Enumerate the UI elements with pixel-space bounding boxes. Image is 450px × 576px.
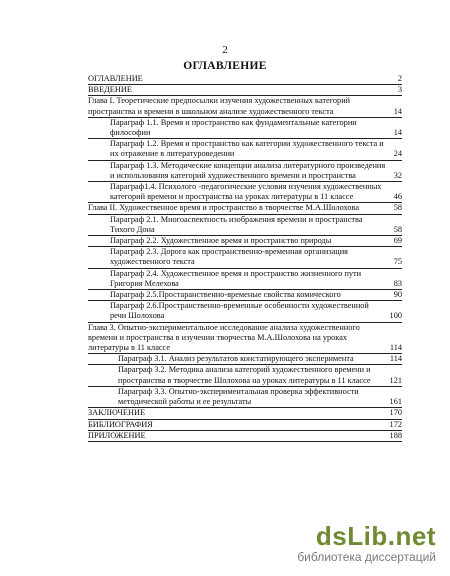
toc-entry-title: Параграф 2.2. Художественное время и пространство природы (110, 236, 332, 246)
toc-entry (88, 85, 402, 96)
toc-entry (88, 96, 402, 117)
toc-entry-page: 172 (389, 419, 402, 429)
toc-entry-title: Глава II. Художественное время и пространство в творчестве М.А.Шолохова (88, 203, 360, 213)
toc-entry-title: Параграф 2.3. Дорога как пространственно-временная организация художественного текста (110, 247, 348, 267)
toc-entry-page: 114 (389, 343, 402, 353)
toc-entry-page: 161 (389, 397, 402, 407)
toc-entry (88, 365, 402, 386)
toc-entry-page: 170 (389, 408, 402, 418)
toc-entry (88, 354, 402, 365)
toc-entry (88, 269, 402, 290)
table-of-contents (88, 74, 402, 442)
toc-entry-title: Параграф 3.1. Анализ результатов констатирующего эксперимента (118, 354, 354, 364)
toc-entry-page: 32 (393, 170, 402, 180)
toc-entry-title: ОГЛАВЛЕНИЕ (88, 74, 143, 83)
watermark-logo (297, 521, 436, 564)
toc-entry-title: Параграф 2.4. Художественное время и пространство жизненного пути Григория Мелехова (110, 268, 362, 288)
page-number: 2 (222, 44, 228, 56)
toc-entry (88, 301, 402, 322)
toc-entry-page: 24 (393, 149, 402, 159)
toc-entry-page: 121 (389, 375, 402, 385)
toc-entry-title: Параграф 1.3. Методические концепции анализа литературного произведения и использования категорий художественного времени и пространства (110, 160, 386, 180)
toc-entry-page: 69 (393, 236, 402, 246)
toc-entry-title: Параграф 1.2. Время и пространство как категории художественного текста и их отражение в литературоведении (110, 139, 384, 159)
toc-entry (88, 74, 402, 85)
toc-entry-title: ПРИЛОЖЕНИЕ (88, 430, 146, 440)
toc-entry (88, 431, 402, 442)
toc-entry-page: 2 (397, 74, 402, 83)
toc-entry (88, 290, 402, 301)
toc-entry-title: БИБЛИОГРАФИЯ (88, 419, 153, 429)
toc-entry-title: Параграф 3.3. Опытно-экспериментальная проверка эффективности методической работы и ее результаты (118, 386, 359, 407)
toc-entry (88, 203, 402, 214)
toc-entry-page: 46 (393, 192, 402, 202)
toc-entry (88, 236, 402, 247)
toc-entry-title: Глава 3. Опытно-экспериментальное исследование анализа художественного времени и пространства в изучении творчества М.А.Шолохова на уроках литературы в 11 классе (88, 322, 360, 353)
toc-entry-title: Параграф 3.2. Методика анализа категорий художественного времени и пространства в творчестве Шолохова на уроках литературы в 11 классе (118, 365, 371, 385)
toc-entry (88, 118, 402, 139)
toc-entry-page: 114 (389, 354, 402, 364)
toc-title: ОГЛАВЛЕНИЕ (183, 60, 267, 72)
toc-entry-page: 100 (389, 311, 402, 321)
toc-entry-page: 3 (397, 85, 402, 95)
toc-entry (88, 215, 402, 236)
toc-entry (88, 387, 402, 408)
toc-entry-page: 75 (393, 257, 402, 267)
toc-entry-page: 58 (393, 203, 402, 213)
toc-entry (88, 161, 402, 182)
toc-entry-title: Параграф1.4. Психолого -педагогические условия изучения художественных категорий времени и пространства на уроках литературы в 11 классе (110, 182, 382, 202)
toc-entry (88, 420, 402, 431)
toc-entry-title: Параграф 1.1. Время и пространство как фундаментальные категории философии (110, 117, 357, 138)
toc-entry-title: ВВЕДЕНИЕ (88, 85, 132, 95)
toc-entry-title: Глава I. Теоретические предпосылки изучения художественных категорий пространства и времени в школьном анализе художественного текста (88, 96, 351, 116)
toc-entry (88, 182, 402, 203)
toc-entry-title: Параграф 2.6.Пространственно-временные особенности художественной речи Шолохова (110, 301, 369, 321)
toc-entry-title: Параграф 2.1. Многоаспектность изображения времени и пространства Тихого Дона (110, 214, 363, 234)
toc-entry-title: ЗАКЛЮЧЕНИЕ (88, 408, 146, 418)
toc-entry (88, 247, 402, 268)
toc-entry-page: 58 (393, 224, 402, 234)
toc-entry-page: 14 (393, 128, 402, 138)
logo-tagline: библиотека диссертаций (297, 550, 436, 564)
toc-entry-page: 14 (393, 106, 402, 116)
toc-entry (88, 408, 402, 419)
toc-entry-title: Параграф 2.5.Простаранственно-временые свойства комического (110, 290, 341, 300)
toc-entry (88, 323, 402, 355)
dslib-logo: dsLib.net (315, 521, 436, 551)
toc-entry-page: 90 (393, 290, 402, 300)
toc-entry (88, 139, 402, 160)
toc-entry-page: 188 (389, 430, 402, 440)
toc-entry-page: 83 (393, 278, 402, 288)
